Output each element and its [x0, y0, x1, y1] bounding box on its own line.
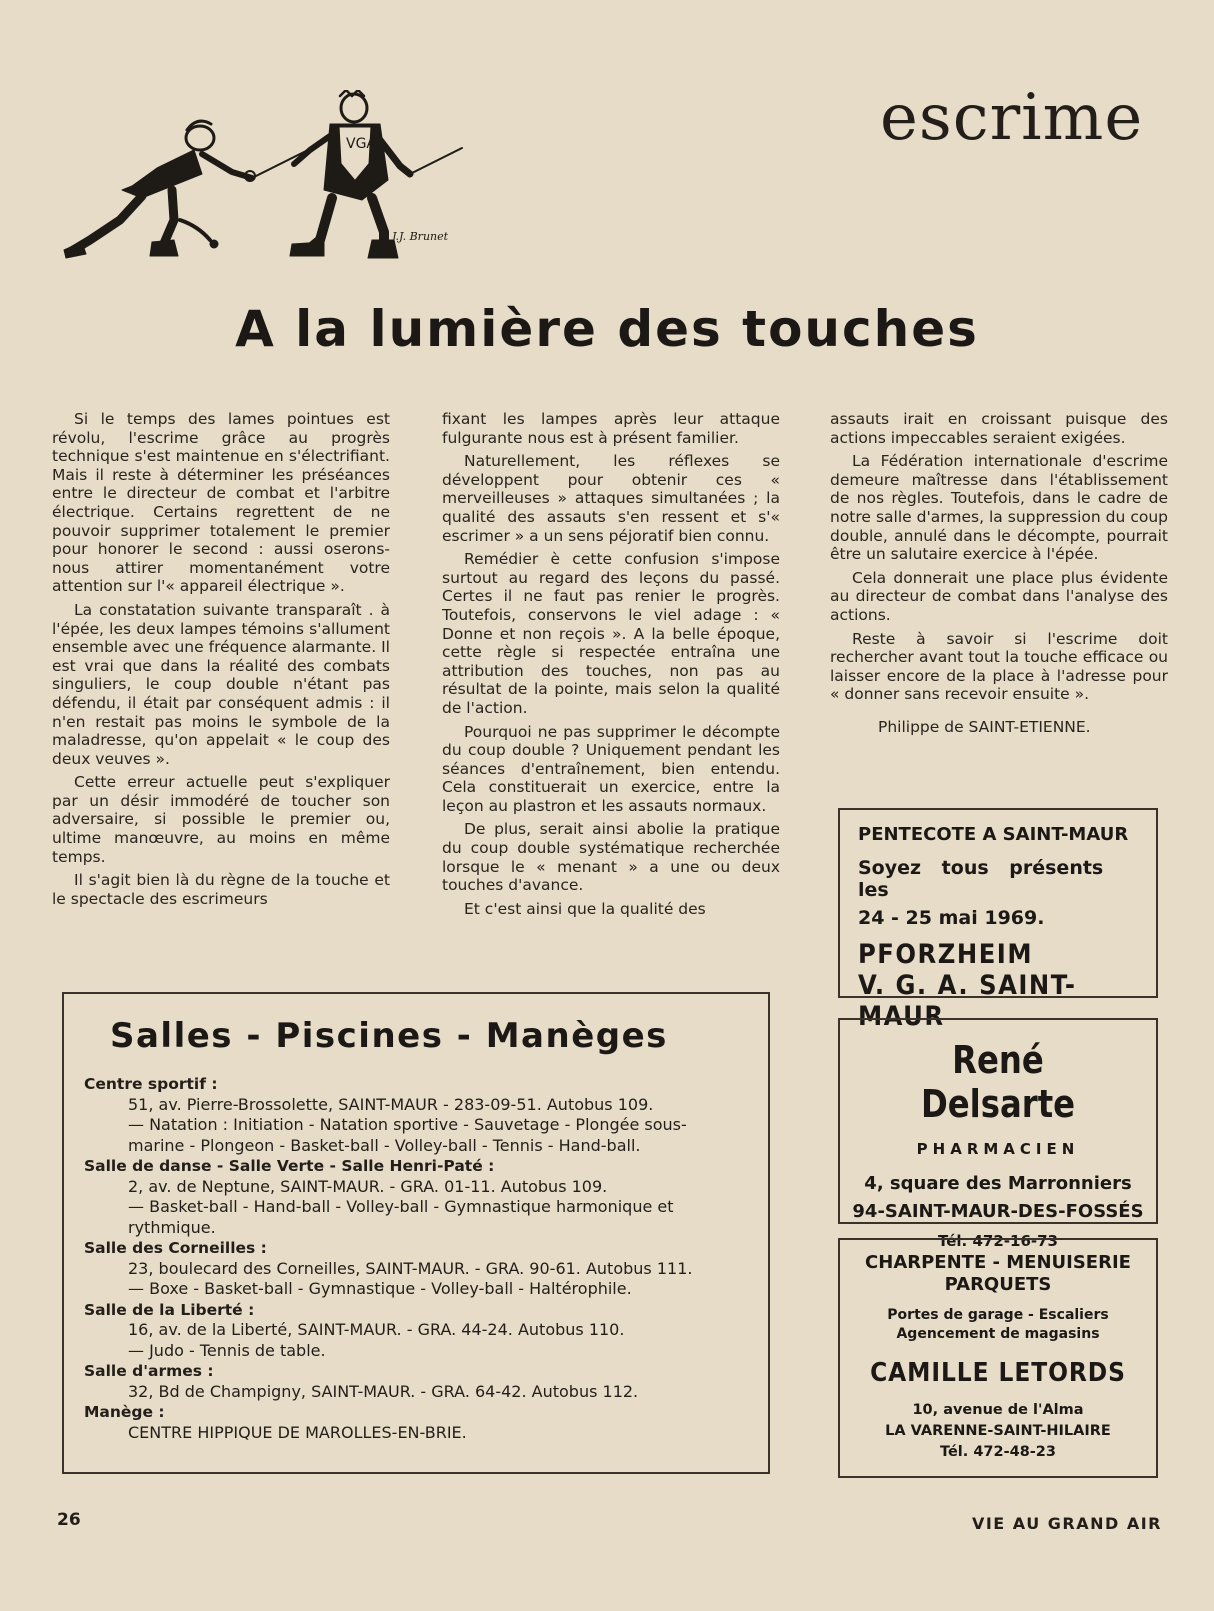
venue-name: Salle des Corneilles :: [84, 1239, 267, 1257]
venue-line: 23, boulecard des Corneilles, SAINT-MAUR. - GRA. 90-61. Autobus 111.: [128, 1258, 693, 1278]
author-signature: Philippe de SAINT-ETIENNE.: [878, 717, 1091, 736]
paragraph: La Fédération internationale d'escrime demeure maîtresse dans l'établissement de nos règles. Toutefois, dans le cadre de notre salle d'armes, la suppression du coup double, annulé dans le décompte, pourrait être un salutaire exercice à l'épée.: [830, 452, 1168, 564]
venue-name: Salle de danse - Salle Verte - Salle Henri-Paté :: [84, 1157, 495, 1175]
venue-line: marine - Plongeon - Basket-ball - Volley-ball - Tennis - Hand-ball.: [128, 1135, 641, 1155]
venue-line: — Natation : Initiation - Natation sportive - Sauvetage - Plongée sous-: [128, 1115, 687, 1134]
paragraph: Cette erreur actuelle peut s'expliquer par un désir immodéré de toucher son adversaire, si possible le premier ou, ultime manœuvre, au moins en même temps.: [52, 773, 390, 866]
business-city: LA VARENNE-SAINT-HILAIRE: [885, 1423, 1111, 1439]
venue-line: 51, av. Pierre-Brossolette, SAINT-MAUR - 283-09-51. Autobus 109.: [128, 1094, 654, 1114]
paragraph: Pourquoi ne pas supprimer le décompte du coup double ? Uniquement pendant les séances d'entraînement, bien entendu. Cela constituerait un exercice, entre la leçon au plastron et les assauts normaux.: [442, 722, 780, 815]
paragraph: De plus, serait ainsi abolie la pratique du coup double systématique recherchée lorsque le « menant » a une ou deux touches d'avance.: [442, 820, 780, 895]
pharmacist-name: René Delsarte: [920, 1038, 1076, 1126]
ad-pentecote: [838, 808, 1158, 1032]
article-column-3: [830, 410, 1168, 742]
paragraph: Et c'est ainsi que la qualité des: [464, 899, 706, 918]
salles-box: [62, 992, 770, 1474]
business-address: 10, avenue de l'Alma: [912, 1402, 1084, 1418]
ad-line: CHARPENTE - MENUISERIE: [865, 1252, 1131, 1273]
venue-salle-d-armes: [84, 1361, 748, 1402]
pharmacist-profession: PHARMACIEN: [916, 1140, 1080, 1158]
venue-line: CENTRE HIPPIQUE DE MAROLLES-EN-BRIE.: [128, 1422, 467, 1442]
shield-text: VGA: [346, 136, 377, 152]
fencers-illustration: [62, 90, 482, 275]
venue-line: — Judo - Tennis de table.: [128, 1340, 326, 1360]
article-column-1: [52, 410, 390, 913]
magazine-name: VIE AU GRAND AIR: [971, 1514, 1162, 1533]
venue-salle-des-corneilles: [84, 1238, 748, 1300]
business-phone: Tél. 472-48-23: [940, 1444, 1056, 1460]
paragraph: Il s'agit bien là du règne de la touche et le spectacle des escrimeurs: [52, 871, 390, 908]
ad-line: 24 - 25 mai 1969.: [858, 907, 1045, 929]
venue-line: 2, av. de Neptune, SAINT-MAUR. - GRA. 01-11. Autobus 109.: [128, 1176, 608, 1196]
venue-name: Salle de la Liberté :: [84, 1300, 255, 1319]
venue-centre-sportif: [84, 1074, 748, 1156]
pharmacy-address: 4, square des Marronniers: [864, 1173, 1132, 1194]
pharmacy-phone: Tél. 472-16-73: [938, 1232, 1058, 1250]
paragraph: Reste à savoir si l'escrime doit rechercher avant tout la touche efficace ou laisser encore de la place à l'adresse pour « donner sans recevoir ensuite ».: [830, 629, 1168, 704]
article-column-2: [442, 410, 780, 923]
venue-line: 16, av. de la Liberté, SAINT-MAUR. - GRA. 44-24. Autobus 110.: [128, 1320, 625, 1339]
paragraph: Cela donnerait une place plus évidente au directeur de combat dans l'analyse des actions.: [830, 568, 1168, 624]
venue-name: Salle d'armes :: [84, 1362, 214, 1380]
pharmacy-city: 94-SAINT-MAUR-DES-FOSSÉS: [852, 1201, 1144, 1222]
ad-line: Agencement de magasins: [896, 1326, 1100, 1342]
ad-line: PARQUETS: [944, 1274, 1052, 1295]
venue-line: rythmique.: [128, 1217, 216, 1237]
venue-line: — Boxe - Basket-ball - Gymnastique - Volley-ball - Haltérophile.: [128, 1279, 632, 1298]
venue-line: 32, Bd de Champigny, SAINT-MAUR. - GRA. 64-42. Autobus 112.: [128, 1381, 639, 1401]
ad-line: Portes de garage - Escaliers: [887, 1307, 1109, 1323]
ad-pharmacie: [838, 1018, 1158, 1250]
paragraph: Remédier è cette confusion s'impose surtout au regard des leçons du passé. Certes il ne faut pas renier le progrès. Toutefois, conservons le viel adage : « Donne et non reçois ». A la belle époque, cette règle si respectée entraîna une attribution des touches, non pas au résultat de la pointe, mais selon la qualité de l'action.: [442, 550, 780, 717]
paragraph: La constatation suivante transparaît . à l'épée, les deux lampes témoins s'allument ensemble avec une fréquence alarmante. Il est vrai que dans la réalité des combats singuliers, le coup double n'étant pas défendu, il était par conséquent admis : il n'en restait pas moins le symbole de la maladresse, qu'on appelait « le coup des deux veuves ».: [52, 600, 390, 768]
venue-name: Manège :: [84, 1403, 165, 1421]
paragraph: assauts irait en croissant puisque des actions impeccables seraient exigées.: [830, 410, 1168, 447]
venue-salle-de-la-liberte: [84, 1300, 748, 1362]
salles-title: Salles - Piscines - Manèges: [110, 1016, 668, 1056]
business-name: CAMILLE LETORDS: [870, 1358, 1126, 1388]
ad-line: PENTECOTE A SAINT-MAUR: [858, 824, 1129, 845]
headline: A la lumière des touches: [235, 300, 979, 358]
ad-line: Soyez tous présents les: [858, 857, 1104, 901]
ad-line: PFORZHEIM: [858, 939, 1033, 970]
illustration-signature: J.J. Brunet: [392, 230, 449, 243]
page-number: 26: [57, 1510, 81, 1530]
paragraph: Si le temps des lames pointues est révolu, l'escrime grâce au progrès technique s'est maintenue en s'électrifiant. Mais il reste à déterminer les préséances entre le directeur de combat et l'arbitre électrique. Certains regrettent de ne pouvoir supprimer totalement le premier pour honorer le second : aussi oserons-nous attirer momentanément votre attention sur l'« appareil électrique ».: [52, 410, 390, 596]
venue-salle-de-danse: [84, 1156, 748, 1238]
paragraph: fixant les lampes après leur attaque fulgurante nous est à présent familier.: [442, 410, 780, 447]
venue-line: — Basket-ball - Hand-ball - Volley-ball - Gymnastique harmonique et: [128, 1197, 674, 1216]
paragraph: Naturellement, les réflexes se développent pour obtenir ces « merveilleuses » attaques simultanées ; la qualité des assauts s'en ressent et s'« escrimer » a un sens péjoratif bien connu.: [442, 452, 780, 545]
ad-charpente: [838, 1238, 1158, 1478]
section-title: escrime: [880, 81, 1144, 155]
venue-name: Centre sportif :: [84, 1075, 218, 1093]
venue-manege: [84, 1402, 748, 1443]
ad-line: V. G. A. SAINT-MAUR: [858, 970, 1077, 1032]
